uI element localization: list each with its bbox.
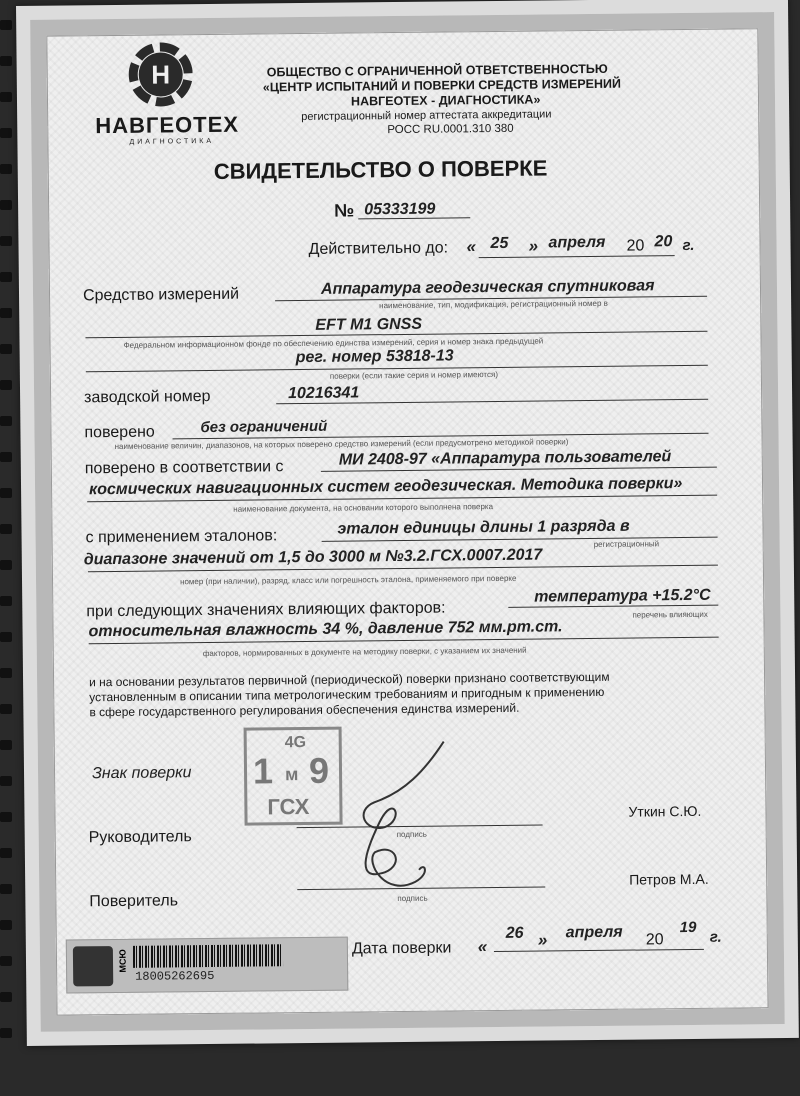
- instrument-label: Средство измерений: [82, 285, 240, 305]
- valid-close-quote: »: [528, 236, 539, 256]
- method-label: поверено в соответствии с: [84, 458, 284, 478]
- instrument-caption: наименование, тип, модификация, регистрационный номер в: [379, 298, 608, 311]
- factors-value-1: температура +15.2°С: [534, 586, 711, 606]
- verification-stamp: [244, 727, 343, 826]
- etalon-label: с применением эталонов:: [85, 527, 278, 547]
- valid-year: 20: [654, 233, 673, 251]
- certificate-sheet: [16, 0, 799, 1046]
- instrument-model: EFT M1 GNSS: [315, 315, 423, 334]
- sticker-logo-icon: [73, 946, 113, 986]
- serial-label: заводской номер: [84, 387, 211, 407]
- logo-letter: Н: [138, 52, 182, 96]
- instrument-value: Аппаратура геодезическая спутниковая: [320, 277, 655, 298]
- serial-value: 10216341: [287, 384, 360, 403]
- valid-label: Действительно до:: [308, 239, 449, 258]
- stamp-middle: м: [284, 764, 299, 785]
- binding-spiral: [0, 20, 12, 1080]
- date-month: апреля: [565, 923, 623, 942]
- valid-day: 25: [490, 234, 509, 253]
- instrument-caption-3: поверки (если такие серия и номер имеются): [329, 369, 499, 381]
- date-day: 26: [505, 924, 524, 942]
- number-label: №: [334, 200, 355, 221]
- logo-subtitle: ДИАГНОСТИКА: [129, 137, 215, 146]
- factors-value-2: относительная влажность 34 %, давление 752 мм.рт.ст.: [88, 618, 563, 641]
- date-label: Дата поверки: [351, 939, 452, 958]
- stamp-left: 1: [252, 750, 274, 792]
- verifier-label: Поверитель: [89, 892, 179, 911]
- logo-name: НАВГЕОТЕХ: [95, 111, 240, 139]
- etalon-value-1: эталон единицы длины 1 разряда в: [337, 517, 630, 538]
- verified-caption: наименование величин, диапазонов, на которых поверено средство измерений (если предусмотрено методикой поверки): [114, 437, 569, 451]
- conclusion-line-2: установленным в описании типа метрологическим требованиям и пригодным к применению: [89, 684, 605, 705]
- head-caption: подпись: [396, 829, 427, 840]
- stamp-top: 4G: [284, 734, 307, 752]
- head-label: Руководитель: [88, 828, 192, 847]
- valid-open-quote: «: [466, 237, 477, 257]
- signature: [334, 731, 506, 903]
- stamp-bottom: ГСХ: [267, 793, 310, 820]
- head-name: Уткин С.Ю.: [628, 802, 702, 820]
- etalon-caption: номер (при наличии), разряд, класс или погрешность эталона, применяемого при поверке: [179, 573, 517, 587]
- etalon-value-2: диапазоне значений от 1,5 до 3000 м №3.2.ГСХ.0007.2017: [83, 546, 543, 569]
- factors-caption: факторов, нормированных в документе на методику поверки, с указанием их значений: [202, 645, 527, 659]
- conclusion-line-3: в сфере государственного регулирования обеспечения единства измерений.: [89, 700, 520, 720]
- certificate-number: 05333199: [364, 200, 436, 219]
- org-line-1: ОБЩЕСТВО С ОГРАНИЧЕННОЙ ОТВЕТСТВЕННОСТЬЮ: [266, 61, 608, 80]
- method-caption: наименование документа, на основании которого выполнена поверка: [233, 502, 494, 514]
- etalon-caption-a: регистрационный: [593, 539, 660, 549]
- org-line-5: РОСС RU.0001.310 380: [387, 122, 514, 137]
- factors-label: при следующих значениях влияющих факторов:: [86, 599, 446, 621]
- date-suffix: г.: [709, 928, 722, 946]
- date-year: 19: [679, 918, 697, 937]
- verifier-name: Петров М.А.: [629, 870, 709, 888]
- valid-century: 20: [626, 237, 645, 255]
- org-line-2: «ЦЕНТР ИСПЫТАНИЙ И ПОВЕРКИ СРЕДСТВ ИЗМЕРЕНИЙ: [262, 76, 622, 95]
- verified-label: поверено: [84, 423, 155, 442]
- barcode-number: 18005262695: [135, 968, 215, 984]
- conclusion-line-1: и на основании результатов первичной (периодической) поверки признано соответствующим: [89, 669, 610, 690]
- date-close-quote: »: [537, 930, 548, 950]
- org-line-4: регистрационный номер аттестата аккредитации: [301, 108, 552, 124]
- verified-value: без ограничений: [200, 417, 328, 437]
- instrument-reg-number: рег. номер 53818-13: [295, 347, 454, 367]
- date-century: 20: [645, 931, 664, 949]
- method-value-2: космических навигационных систем геодезическая. Методика поверки»: [88, 475, 683, 499]
- sticker-side-text: МСЮ: [117, 949, 128, 973]
- instrument-caption-2: Федеральном информационном фонде по обеспечению единства измерений, серия и номер знака предыдущей: [123, 336, 544, 350]
- date-open-quote: «: [477, 937, 488, 957]
- stamp-right: 9: [308, 749, 330, 791]
- barcode-sticker: [66, 937, 349, 994]
- page-title: СВИДЕТЕЛЬСТВО О ПОВЕРКЕ: [213, 155, 548, 184]
- barcode-bars: [133, 944, 283, 968]
- mark-label: Знак поверки: [91, 764, 192, 783]
- valid-month: апреля: [548, 233, 606, 252]
- org-line-3: НАВГЕОТЕХ - ДИАГНОСТИКА»: [350, 92, 541, 109]
- method-value-1: МИ 2408-97 «Аппаратура пользователей: [338, 448, 672, 469]
- factors-caption-a: перечень влияющих: [632, 609, 708, 620]
- valid-suffix: г.: [682, 236, 695, 255]
- verifier-caption: подпись: [397, 893, 428, 904]
